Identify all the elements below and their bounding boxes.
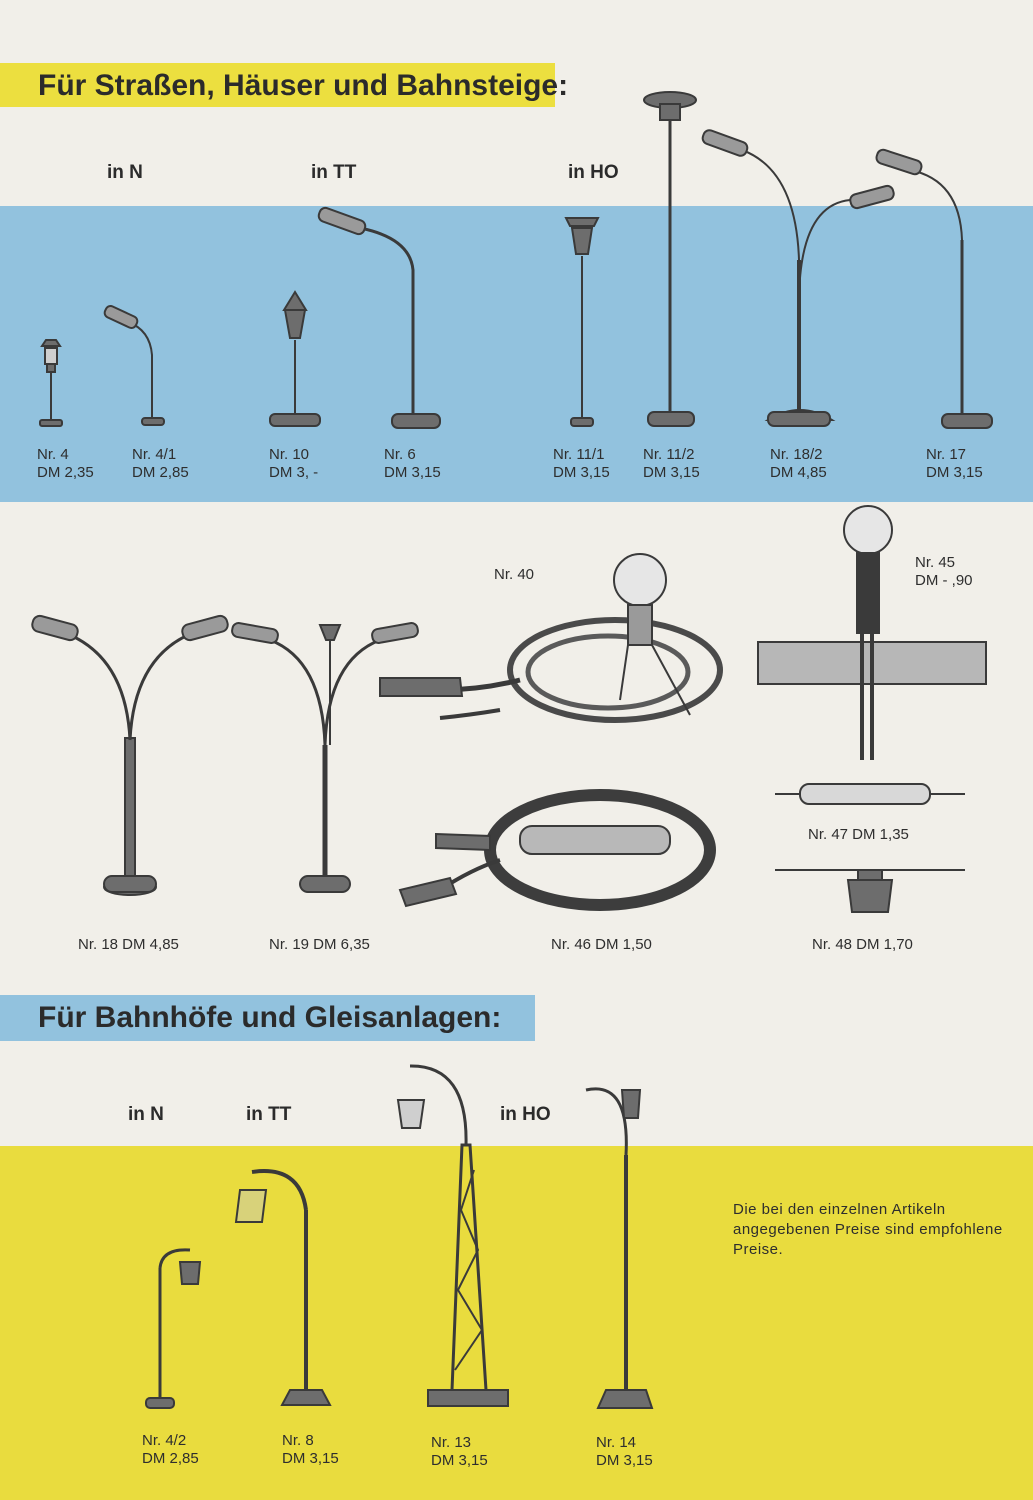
price-label-nr19: Nr. 19 DM 6,35 bbox=[269, 936, 370, 953]
lamp-nr6-image bbox=[317, 206, 440, 428]
item-number: Nr. 14 bbox=[596, 1434, 637, 1451]
item-number: Nr. 6 bbox=[384, 446, 416, 463]
lamp-nr18-2-image bbox=[701, 129, 895, 426]
item-number: Nr. 13 bbox=[431, 1434, 472, 1451]
item-number: Nr. 4 bbox=[37, 446, 69, 463]
lamp-nr4-2-image bbox=[146, 1250, 200, 1408]
scale-label-n-bottom: in N bbox=[128, 1104, 164, 1125]
price-label-nr11-1 bbox=[553, 446, 610, 482]
price-label-nr45 bbox=[915, 554, 973, 590]
bulb-nr47-image bbox=[775, 784, 965, 804]
item-number: Nr. 8 bbox=[282, 1432, 314, 1449]
price-note: Die bei den einzelnen Artikeln angegebenen Preise sind empfohlene Preise. bbox=[733, 1201, 1003, 1258]
item-number: Nr. 18/2 bbox=[770, 446, 823, 463]
price-label-nr4 bbox=[37, 446, 94, 482]
section-heading-streets: Für Straßen, Häuser und Bahnsteige: bbox=[0, 63, 555, 107]
price-label-nr13 bbox=[431, 1434, 488, 1470]
item-price: DM 3, - bbox=[269, 464, 319, 481]
price-label-nr18: Nr. 18 DM 4,85 bbox=[78, 936, 179, 953]
lamp-nr14-image bbox=[586, 1089, 652, 1408]
lamp-nr8-image bbox=[236, 1171, 330, 1405]
item-price: DM 3,15 bbox=[431, 1452, 488, 1469]
item-price: DM 3,15 bbox=[926, 464, 983, 481]
item-price: DM 2,85 bbox=[132, 464, 189, 481]
item-price: DM 2,35 bbox=[37, 464, 94, 481]
item-number: Nr. 17 bbox=[926, 446, 967, 463]
price-label-nr46: Nr. 46 DM 1,50 bbox=[551, 936, 652, 953]
bulb-nr40-image bbox=[380, 554, 720, 720]
socket-nr48-image bbox=[775, 870, 965, 912]
price-label-nr17 bbox=[926, 446, 983, 482]
scale-label-ho-bottom: in HO bbox=[500, 1104, 551, 1125]
price-label-nr4-1 bbox=[132, 446, 189, 482]
item-price: DM 3,15 bbox=[643, 464, 700, 481]
scale-label-n: in N bbox=[107, 162, 143, 183]
label-nr40: Nr. 40 bbox=[494, 566, 535, 583]
price-label-nr11-2 bbox=[643, 446, 700, 482]
item-price: DM 3,15 bbox=[384, 464, 441, 481]
price-label-nr10 bbox=[269, 446, 318, 482]
scale-label-tt-bottom: in TT bbox=[246, 1104, 292, 1125]
price-label-nr14 bbox=[596, 1434, 653, 1470]
lamp-nr11-2-image bbox=[644, 92, 696, 426]
lamp-nr11-1-image bbox=[566, 218, 598, 426]
lamp-nr4-1-image bbox=[103, 304, 164, 425]
price-label-nr8 bbox=[282, 1432, 339, 1468]
bulb-nr46-image bbox=[400, 795, 710, 906]
item-number: Nr. 4/1 bbox=[132, 446, 177, 463]
item-price: DM - ,90 bbox=[915, 572, 973, 589]
price-label-nr4-2 bbox=[142, 1432, 199, 1468]
price-label-nr48: Nr. 48 DM 1,70 bbox=[812, 936, 913, 953]
item-price: DM 3,15 bbox=[553, 464, 610, 481]
item-price: DM 2,85 bbox=[142, 1450, 199, 1467]
scale-label-tt: in TT bbox=[311, 162, 357, 183]
lamp-nr10-image bbox=[270, 292, 320, 426]
item-number: Nr. 11/2 bbox=[643, 446, 695, 463]
item-number: Nr. 11/1 bbox=[553, 446, 605, 463]
item-number: Nr. 4/2 bbox=[142, 1432, 187, 1449]
price-label-nr18-2 bbox=[770, 446, 827, 482]
section-heading-stations: Für Bahnhöfe und Gleisanlagen: bbox=[0, 995, 535, 1041]
price-label-nr6 bbox=[384, 446, 441, 482]
lamp-nr4-image bbox=[40, 340, 62, 426]
lamp-nr13-image bbox=[398, 1066, 508, 1406]
lamp-nr18-image bbox=[31, 614, 230, 895]
bulb-nr45-image bbox=[758, 506, 986, 760]
item-number: Nr. 10 bbox=[269, 446, 310, 463]
lamp-nr19-image bbox=[231, 622, 419, 892]
item-price: DM 3,15 bbox=[282, 1450, 339, 1467]
item-price: DM 3,15 bbox=[596, 1452, 653, 1469]
scale-label-ho: in HO bbox=[568, 162, 619, 183]
item-number: Nr. 45 bbox=[915, 554, 956, 571]
item-price: DM 4,85 bbox=[770, 464, 827, 481]
price-label-nr47: Nr. 47 DM 1,35 bbox=[808, 826, 909, 843]
